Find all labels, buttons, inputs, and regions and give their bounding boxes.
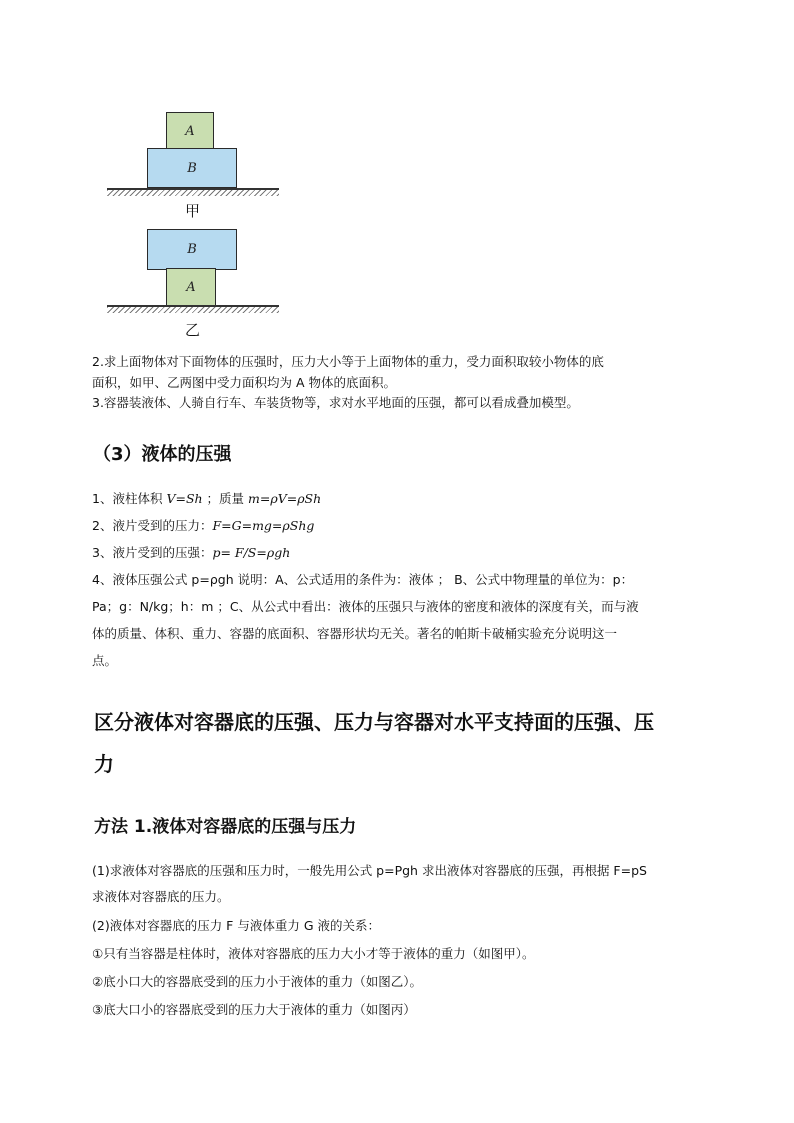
item-1-prefix: 1、液柱体积 xyxy=(92,491,167,506)
paragraph-3: 3.容器装液体、人骑自行车、车装货物等，求对水平地面的压强，都可以看成叠加模型。 xyxy=(92,395,579,410)
item-1-formula-volume: V=Sh xyxy=(166,491,203,506)
item-4-line-1: 4、液体压强公式 p=ρgh 说明：A、公式适用的条件为：液体 ； B、公式中物理量的单位为：p： xyxy=(92,572,634,587)
item-1-middle: ；质量 xyxy=(202,491,249,506)
figure-label-jia: 甲 xyxy=(185,202,201,220)
section-heading-liquid-pressure: （3）液体的压强 xyxy=(93,444,232,465)
item-3 xyxy=(92,542,290,564)
method-1-line-3: (2)液体对容器底的压力 F 与液体重力 G 液的关系： xyxy=(92,918,380,933)
stacked-blocks-figure xyxy=(100,105,290,345)
item-4-line-4: 点。 xyxy=(92,653,118,668)
item-1 xyxy=(92,488,321,510)
item-2-formula: F=G=mg=ρShg xyxy=(212,518,315,533)
method-1-line-2: 求液体对容器底的压力。 xyxy=(92,889,230,904)
item-4-line-3: 体的质量、体积、重力、容器的底面积、容器形状均无关。著名的帕斯卡破桶实验充分说明这一 xyxy=(92,626,618,641)
ground-hatch-jia xyxy=(107,190,279,196)
item-3-prefix: 3、液片受到的压强： xyxy=(92,545,213,560)
item-1-formula-mass: m=ρV=ρSh xyxy=(248,491,322,506)
main-heading-line-1: 区分液体对容器底的压强、压力与容器对水平支持面的压强、压 xyxy=(94,710,654,734)
method-1-line-5: ②底小口大的容器底受到的压力小于液体的重力（如图乙）。 xyxy=(92,974,422,989)
method-1-heading: 方法 1.液体对容器底的压强与压力 xyxy=(94,817,357,837)
method-1-line-1: (1)求液体对容器底的压强和压力时，一般先用公式 p=Pgh 求出液体对容器底的压强，再根据 F=pS xyxy=(92,863,647,878)
item-3-formula: p= F/S=ρgh xyxy=(212,545,291,560)
ground-hatch-yi xyxy=(107,307,279,313)
figure-label-yi: 乙 xyxy=(185,321,201,339)
block-a-top: A xyxy=(166,112,214,150)
paragraph-2-line-1: 2.求上面物体对下面物体的压强时，压力大小等于上面物体的重力，受力面积取较小物体的底 xyxy=(92,354,604,369)
item-2-prefix: 2、液片受到的压力： xyxy=(92,518,213,533)
item-2 xyxy=(92,515,314,537)
method-1-line-6: ③底大口小的容器底受到的压力大于液体的重力（如图丙） xyxy=(92,1002,416,1017)
block-a-bottom: A xyxy=(166,268,216,306)
main-heading-line-2: 力 xyxy=(94,752,114,776)
method-1-line-4: ①只有当容器是柱体时，液体对容器底的压力大小才等于液体的重力（如图甲）。 xyxy=(92,946,535,961)
paragraph-2-line-2: 面积，如甲、乙两图中受力面积均为 A 物体的底面积。 xyxy=(92,375,396,390)
block-b-top: B xyxy=(147,229,237,270)
block-b-bottom: B xyxy=(147,148,237,188)
item-4-line-2: Pa；g：N/kg；h：m ；C、从公式中看出：液体的压强只与液体的密度和液体的深度有关，而与液 xyxy=(92,599,639,614)
